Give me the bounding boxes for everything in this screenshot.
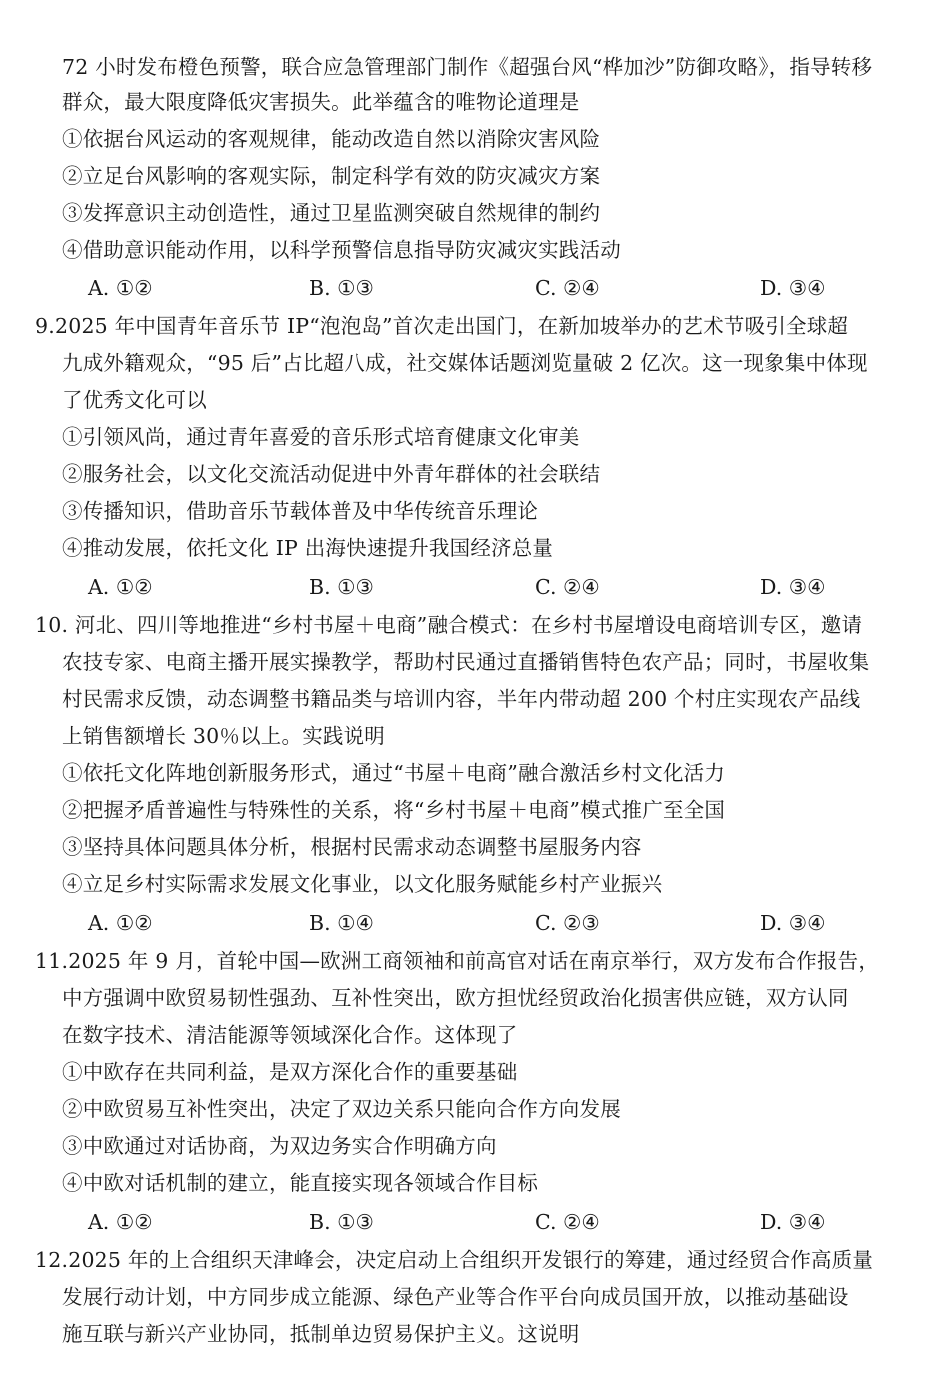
question-12-line-1: 12.2025 年的上合组织天津峰会，决定启动上合组织开发银行的筹建，通过经贸合作高质量 [35,1248,874,1272]
question-8-statement-1: ①依据台风运动的客观规律，能动改造自然以消除灾害风险 [62,127,601,151]
question-11-option-b: B. ①③ [309,1210,374,1234]
question-10-option-b: B. ①④ [309,911,374,935]
question-11-line-2: 中方强调中欧贸易韧性强劲、互补性突出，欧方担忧经贸政治化损害供应链，双方认同 [62,986,849,1010]
question-9-line-1: 9.2025 年中国青年音乐节 IP“泡泡岛”首次走出国门，在新加坡举办的艺术节吸引全球超 [35,314,849,338]
question-9-line-2: 九成外籍观众，“95 后”占比超八成，社交媒体话题浏览量破 2 亿次。这一现象集中体现 [62,351,868,375]
question-10-statement-1: ①依托文化阵地创新服务形式，通过“书屋＋电商”融合激活乡村文化活力 [62,761,726,785]
question-8-line-1: 72 小时发布橙色预警，联合应急管理部门制作《超强台风“桦加沙”防御攻略》，指导转移 [62,55,873,79]
question-11-option-a: A. ①② [88,1210,153,1234]
question-9-statement-4: ④推动发展，依托文化 IP 出海快速提升我国经济总量 [62,536,554,560]
question-11-line-1: 11.2025 年 9 月，首轮中国—欧洲工商领袖和前高官对话在南京举行，双方发布合作报告， [35,949,880,973]
question-11-statement-3: ③中欧通过对话协商，为双边务实合作明确方向 [62,1134,497,1158]
question-8-option-c: C. ②④ [535,276,600,300]
question-11-option-d: D. ③④ [760,1210,826,1234]
question-10-line-4: 上销售额增长 30％以上。实践说明 [62,724,386,748]
question-9-statement-2: ②服务社会，以文化交流活动促进中外青年群体的社会联结 [62,462,601,486]
question-10-statement-2: ②把握矛盾普遍性与特殊性的关系，将“乡村书屋＋电商”模式推广至全国 [62,798,726,822]
question-11-option-c: C. ②④ [535,1210,600,1234]
question-10-statement-3: ③坚持具体问题具体分析，根据村民需求动态调整书屋服务内容 [62,835,642,859]
question-9-option-a: A. ①② [88,575,153,599]
question-10-option-c: C. ②③ [535,911,600,935]
question-9-statement-1: ①引领风尚，通过青年喜爱的音乐形式培育健康文化审美 [62,425,580,449]
question-9-statement-3: ③传播知识，借助音乐节载体普及中华传统音乐理论 [62,499,539,523]
question-10-line-3: 村民需求反馈，动态调整书籍品类与培训内容，半年内带动超 200 个村庄实现农产品线 [62,687,861,711]
question-8-statement-4: ④借助意识能动作用，以科学预警信息指导防灾减灾实践活动 [62,238,621,262]
question-12-line-3: 施互联与新兴产业协同，抵制单边贸易保护主义。这说明 [62,1322,580,1346]
question-10-line-2: 农技专家、电商主播开展实操教学，帮助村民通过直播销售特色农产品；同时，书屋收集 [62,650,870,674]
question-8-statement-2: ②立足台风影响的客观实际，制定科学有效的防灾减灾方案 [62,164,601,188]
question-9-option-d: D. ③④ [760,575,826,599]
question-8-option-d: D. ③④ [760,276,826,300]
question-10-statement-4: ④立足乡村实际需求发展文化事业，以文化服务赋能乡村产业振兴 [62,872,663,896]
question-11-statement-1: ①中欧存在共同利益，是双方深化合作的重要基础 [62,1060,518,1084]
question-8-line-2: 群众，最大限度降低灾害损失。此举蕴含的唯物论道理是 [62,90,580,114]
question-11-statement-4: ④中欧对话机制的建立，能直接实现各领域合作目标 [62,1171,539,1195]
question-12-line-2: 发展行动计划，中方同步成立能源、绿色产业等合作平台向成员国开放，以推动基础设 [62,1285,849,1309]
question-8-option-b: B. ①③ [309,276,374,300]
question-9-line-3: 了优秀文化可以 [62,388,207,412]
question-11-line-3: 在数字技术、清洁能源等领域深化合作。这体现了 [62,1023,518,1047]
question-9-option-b: B. ①③ [309,575,374,599]
question-8-option-a: A. ①② [88,276,153,300]
question-11-statement-2: ②中欧贸易互补性突出，决定了双边关系只能向合作方向发展 [62,1097,621,1121]
question-10-line-1: 10. 河北、四川等地推进“乡村书屋＋电商”融合模式：在乡村书屋增设电商培训专区，邀请 [35,613,863,637]
question-9-option-c: C. ②④ [535,575,600,599]
question-8-statement-3: ③发挥意识主动创造性，通过卫星监测突破自然规律的制约 [62,201,601,225]
question-10-option-a: A. ①② [88,911,153,935]
question-10-option-d: D. ③④ [760,911,826,935]
